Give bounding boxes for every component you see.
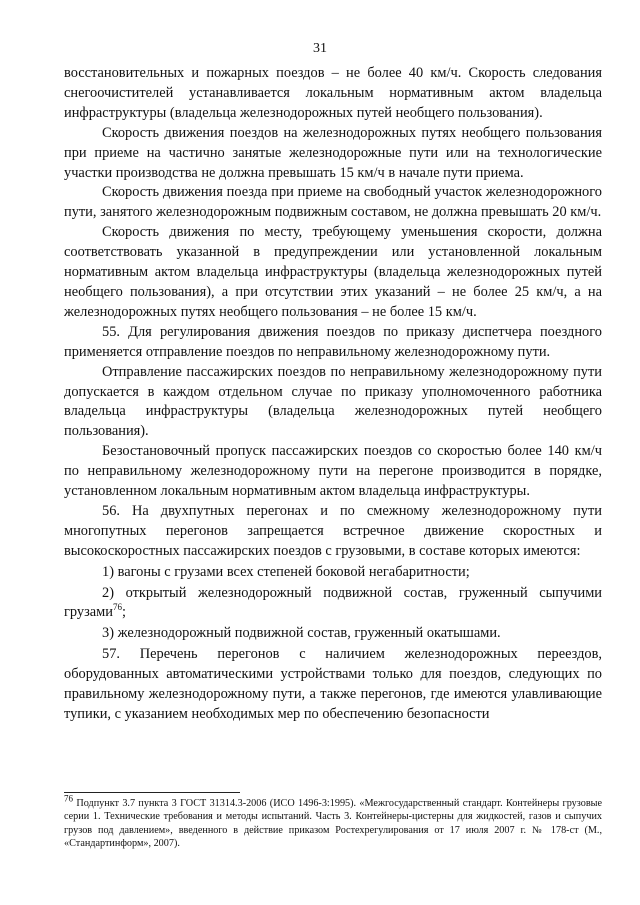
paragraph: Безостановочный пропуск пассажирских поездов со скоростью более 140 км/ч по неправильному железнодорожному пути на перегоне производится в порядке, установленном локальным нормативным актом владельца инфраструктуры.	[64, 443, 602, 500]
list-item: 3) железнодорожный подвижной состав, груженный окатышами.	[102, 625, 501, 642]
paragraph: Отправление пассажирских поездов по неправильному железнодорожному пути допускается в каждом отдельном случае по приказу уполномоченного работника владельца инфраструктуры (владельца железнодорожных путей необщего пользования).	[64, 363, 602, 440]
paragraph: 55. Для регулирования движения поездов по приказу диспетчера поездного применяется отправление поездов по неправильному железнодорожному пути.	[64, 323, 602, 360]
footnote-marker: 76	[64, 793, 73, 804]
footnote-reference: 76	[112, 602, 122, 613]
paragraph: 56. На двухпутных перегонах и по смежному железнодорожному пути многопутных перегонов запрещается встречное движение скоростных и высокоскоростных пассажирских поездов с грузовыми, в составе которых имеются:	[64, 502, 602, 559]
list-item: 1) вагоны с грузами всех степеней боковой негабаритности;	[102, 563, 470, 580]
footnote-text: Подпункт 3.7 пункта 3 ГОСТ 31314.3-2006 (ИСО 1496-3:1995). «Межгосударственный стандарт. Контейнеры грузовые серии 1. Технические требования и методы испытаний. Часть 3. Контейнеры-цистерны для жидкостей, газов и сыпучих грузов под давлением», введенного в действие приказом Ростехрегулирования от 17 июля 2007 г. № 178-ст (М., «Стандартинформ», 2007).	[64, 798, 603, 850]
paragraph: восстановительных и пожарных поездов – не более 40 км/ч. Скорость следования снегоочистителей устанавливается локальным нормативным актом владельца инфраструктуры (владельца железнодорожных путей необщего пользования).	[64, 65, 602, 121]
page-number: 31	[313, 41, 327, 56]
body-text	[64, 64, 602, 725]
footnote	[64, 793, 603, 851]
paragraph: Скорость движения по месту, требующему уменьшения скорости, должна соответствовать указанной в предупреждении или установленной локальным нормативным актом владельца инфраструктуры (владельца железнодорожных путей необщего пользования), а при отсутствии этих указаний – не более 25 км/ч, а на железнодорожных путях необщего пользования – не более 15 км/ч.	[64, 224, 602, 320]
paragraph: Скорость движения поезда при приеме на свободный участок железнодорожного пути, занятого железнодорожным подвижным составом, не должна превышать 20 км/ч.	[64, 184, 602, 221]
footnote-separator	[64, 792, 240, 793]
list-item-text: 2) открытый железнодорожный подвижной состав, груженный сыпучими грузами	[64, 584, 602, 621]
paragraph: Скорость движения поездов на железнодорожных путях необщего пользования при приеме на частично занятые железнодорожные пути или на технологические участки производства не должна превышать 15 км/ч в начале пути приема.	[64, 124, 602, 181]
list-item: 2) открытый железнодорожный подвижной состав, груженный сыпучими грузами$^{76}$;	[64, 584, 602, 621]
paragraph: 57. Перечень перегонов с наличием железнодорожных переездов, оборудованных автоматическими устройствами только для поездов, следующих по правильному железнодорожному пути, а также перегонов, где имеются улавливающие тупики, с указанием необходимых мер по обеспечению безопасности	[64, 646, 602, 722]
